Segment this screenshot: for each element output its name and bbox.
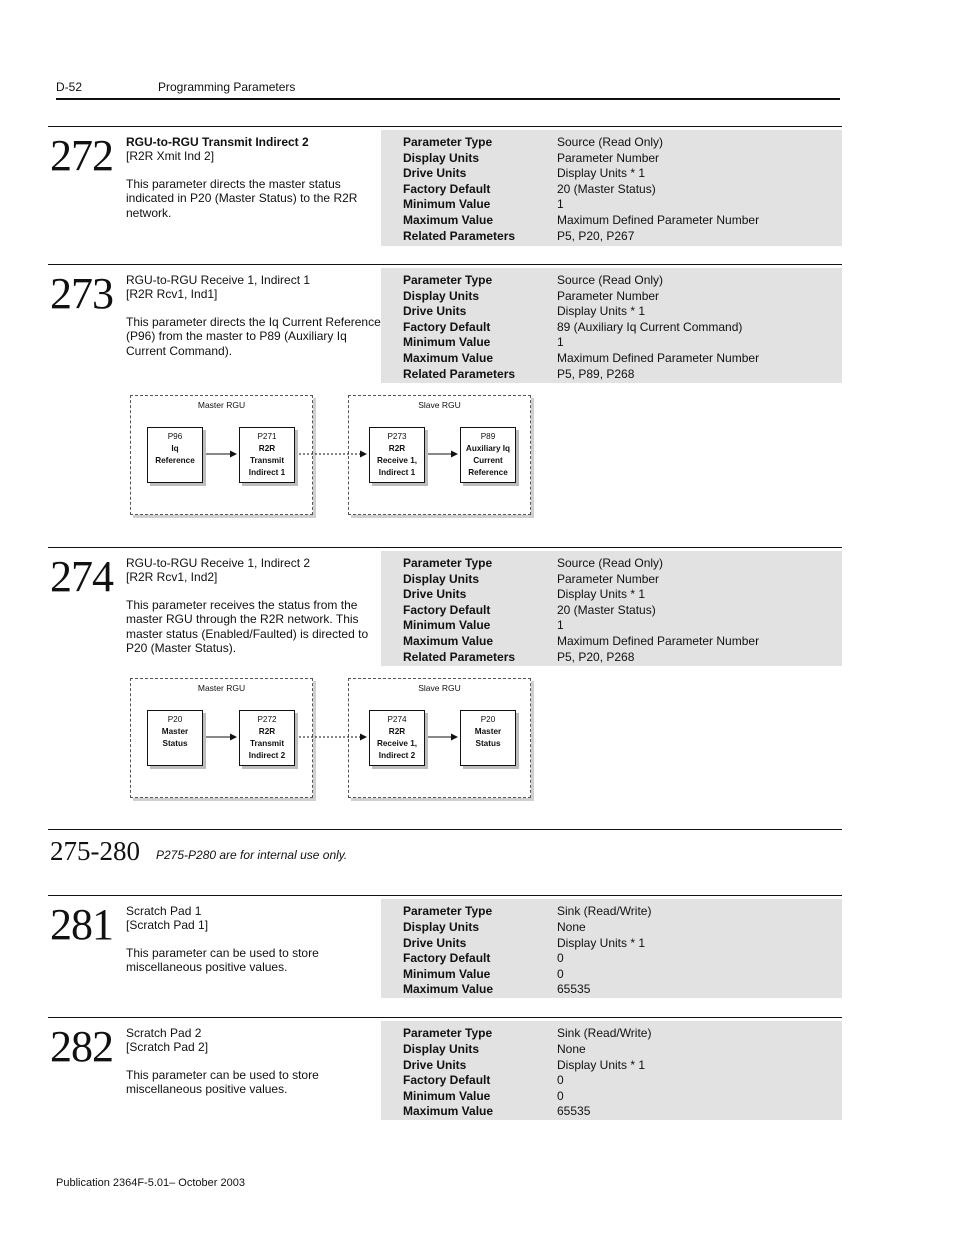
param-short-name: [R2R Rcv1, Ind1] (126, 287, 218, 302)
param-title: RGU-to-RGU Transmit Indirect 2 (126, 135, 309, 149)
param-number: 281 (50, 900, 113, 949)
param-number: 272 (50, 131, 113, 180)
block-p20-master: P20 Master Status (147, 710, 203, 766)
flow-diagram-274 (130, 678, 540, 803)
spec-row: Parameter Type Source (Read Only) (403, 135, 664, 149)
param-rule (48, 547, 842, 548)
block-p20-slave: P20 Master Status (460, 710, 516, 766)
spec-row: Maximum Value 65535 (403, 1104, 591, 1118)
param-short-name: [Scratch Pad 2] (126, 1040, 209, 1055)
spec-row: Maximum Value Maximum Defined Parameter Number (403, 634, 760, 648)
page-id: D-52 (56, 80, 83, 94)
param-body: This parameter receives the status from the master RGU through the R2R network. This master status (Enabled/Faulted) is directed to P20 (Master Status). (126, 597, 369, 656)
spec-row: Drive Units Display Units * 1 (403, 587, 646, 601)
spec-row: Maximum Value 65535 (403, 982, 591, 996)
spec-row: Drive Units Display Units * 1 (403, 304, 646, 318)
param-description (126, 904, 382, 975)
spec-row: Minimum Value 0 (403, 1089, 564, 1103)
group-label: Slave RGU (418, 400, 461, 410)
param-number: 282 (50, 1022, 113, 1071)
param-rule (48, 126, 842, 127)
spec-row: Parameter Type Sink (Read/Write) (403, 1026, 652, 1040)
param-body: This parameter directs the master status indicated in P20 (Master Status) to the R2R network. (126, 176, 358, 220)
param-body: This parameter directs the Iq Current Reference (P96) from the master to P89 (Auxiliary Iq Current Command). (126, 314, 381, 358)
spec-row: Factory Default 0 (403, 1073, 564, 1087)
param-number: 274 (50, 552, 113, 601)
spec-row: Maximum Value Maximum Defined Parameter Number (403, 351, 760, 365)
section-title: Programming Parameters (158, 80, 296, 94)
spec-row: Display Units Parameter Number (403, 151, 660, 165)
block-p271: P271 R2R Transmit Indirect 1 (239, 427, 295, 483)
param-title: RGU-to-RGU Receive 1, Indirect 2 (126, 556, 311, 570)
param-description (126, 1026, 382, 1097)
internal-use-text: P275-P280 are for internal use only. (156, 848, 348, 862)
spec-row: Display Units None (403, 1042, 586, 1056)
spec-row: Parameter Type Source (Read Only) (403, 556, 664, 570)
spec-row: Drive Units Display Units * 1 (403, 166, 646, 180)
spec-row: Minimum Value 1 (403, 197, 564, 211)
spec-row: Related Parameters P5, P20, P268 (403, 650, 635, 664)
group-label: Master RGU (197, 400, 246, 410)
publication-footer: Publication 2364F-5.01– October 2003 (56, 1177, 245, 1189)
spec-row: Minimum Value 1 (403, 335, 564, 349)
header-rule (56, 98, 840, 100)
param-title: Scratch Pad 2 (126, 1026, 202, 1040)
spec-row: Maximum Value Maximum Defined Parameter Number (403, 213, 760, 227)
param-number: 273 (50, 269, 113, 318)
block-p272: P272 R2R Transmit Indirect 2 (239, 710, 295, 766)
spec-row: Drive Units Display Units * 1 (403, 1058, 646, 1072)
param-spec-table (381, 551, 842, 666)
param-spec-table (381, 130, 842, 246)
param-rule (48, 1017, 842, 1018)
spec-row: Related Parameters P5, P20, P267 (403, 229, 635, 243)
block-p274: P274 R2R Receive 1, Indirect 2 (369, 710, 425, 766)
param-rule (48, 895, 842, 896)
param-275-280 (48, 829, 842, 869)
spec-row: Minimum Value 0 (403, 967, 564, 981)
param-spec-table (381, 1021, 842, 1120)
param-range: 275-280 (50, 836, 140, 866)
param-spec-table (381, 899, 842, 998)
group-label: Master RGU (197, 683, 246, 693)
block-p89: P89 Auxiliary Iq Current Reference (460, 427, 516, 483)
spec-row: Factory Default 0 (403, 951, 564, 965)
param-short-name: [R2R Rcv1, Ind2] (126, 570, 218, 585)
param-rule (48, 264, 842, 265)
group-label: Slave RGU (418, 683, 461, 693)
flow-diagram-273 (130, 395, 540, 520)
param-description (126, 273, 382, 358)
spec-row: Factory Default 20 (Master Status) (403, 603, 656, 617)
block-p273: P273 R2R Receive 1, Indirect 1 (369, 427, 425, 483)
internal-note (50, 836, 348, 866)
spec-row: Display Units Parameter Number (403, 289, 660, 303)
param-description (126, 556, 382, 655)
spec-row: Display Units None (403, 920, 586, 934)
spec-row: Related Parameters P5, P89, P268 (403, 367, 635, 381)
param-title: RGU-to-RGU Receive 1, Indirect 1 (126, 273, 311, 287)
param-short-name: [R2R Xmit Ind 2] (126, 149, 215, 164)
param-short-name: [Scratch Pad 1] (126, 918, 209, 933)
spec-row: Factory Default 89 (Auxiliary Iq Current Command) (403, 320, 743, 334)
param-body: This parameter can be used to store miscellaneous positive values. (126, 945, 319, 975)
spec-row: Parameter Type Sink (Read/Write) (403, 904, 652, 918)
block-p96: P96 Iq Reference (147, 427, 203, 483)
param-rule (48, 829, 842, 830)
param-body: This parameter can be used to store miscellaneous positive values. (126, 1067, 319, 1097)
spec-row: Factory Default 20 (Master Status) (403, 182, 656, 196)
spec-row: Parameter Type Source (Read Only) (403, 273, 664, 287)
spec-row: Minimum Value 1 (403, 618, 564, 632)
param-title: Scratch Pad 1 (126, 904, 202, 918)
spec-row: Display Units Parameter Number (403, 572, 660, 586)
param-description (126, 135, 382, 220)
spec-row: Drive Units Display Units * 1 (403, 936, 646, 950)
param-spec-table (381, 268, 842, 383)
